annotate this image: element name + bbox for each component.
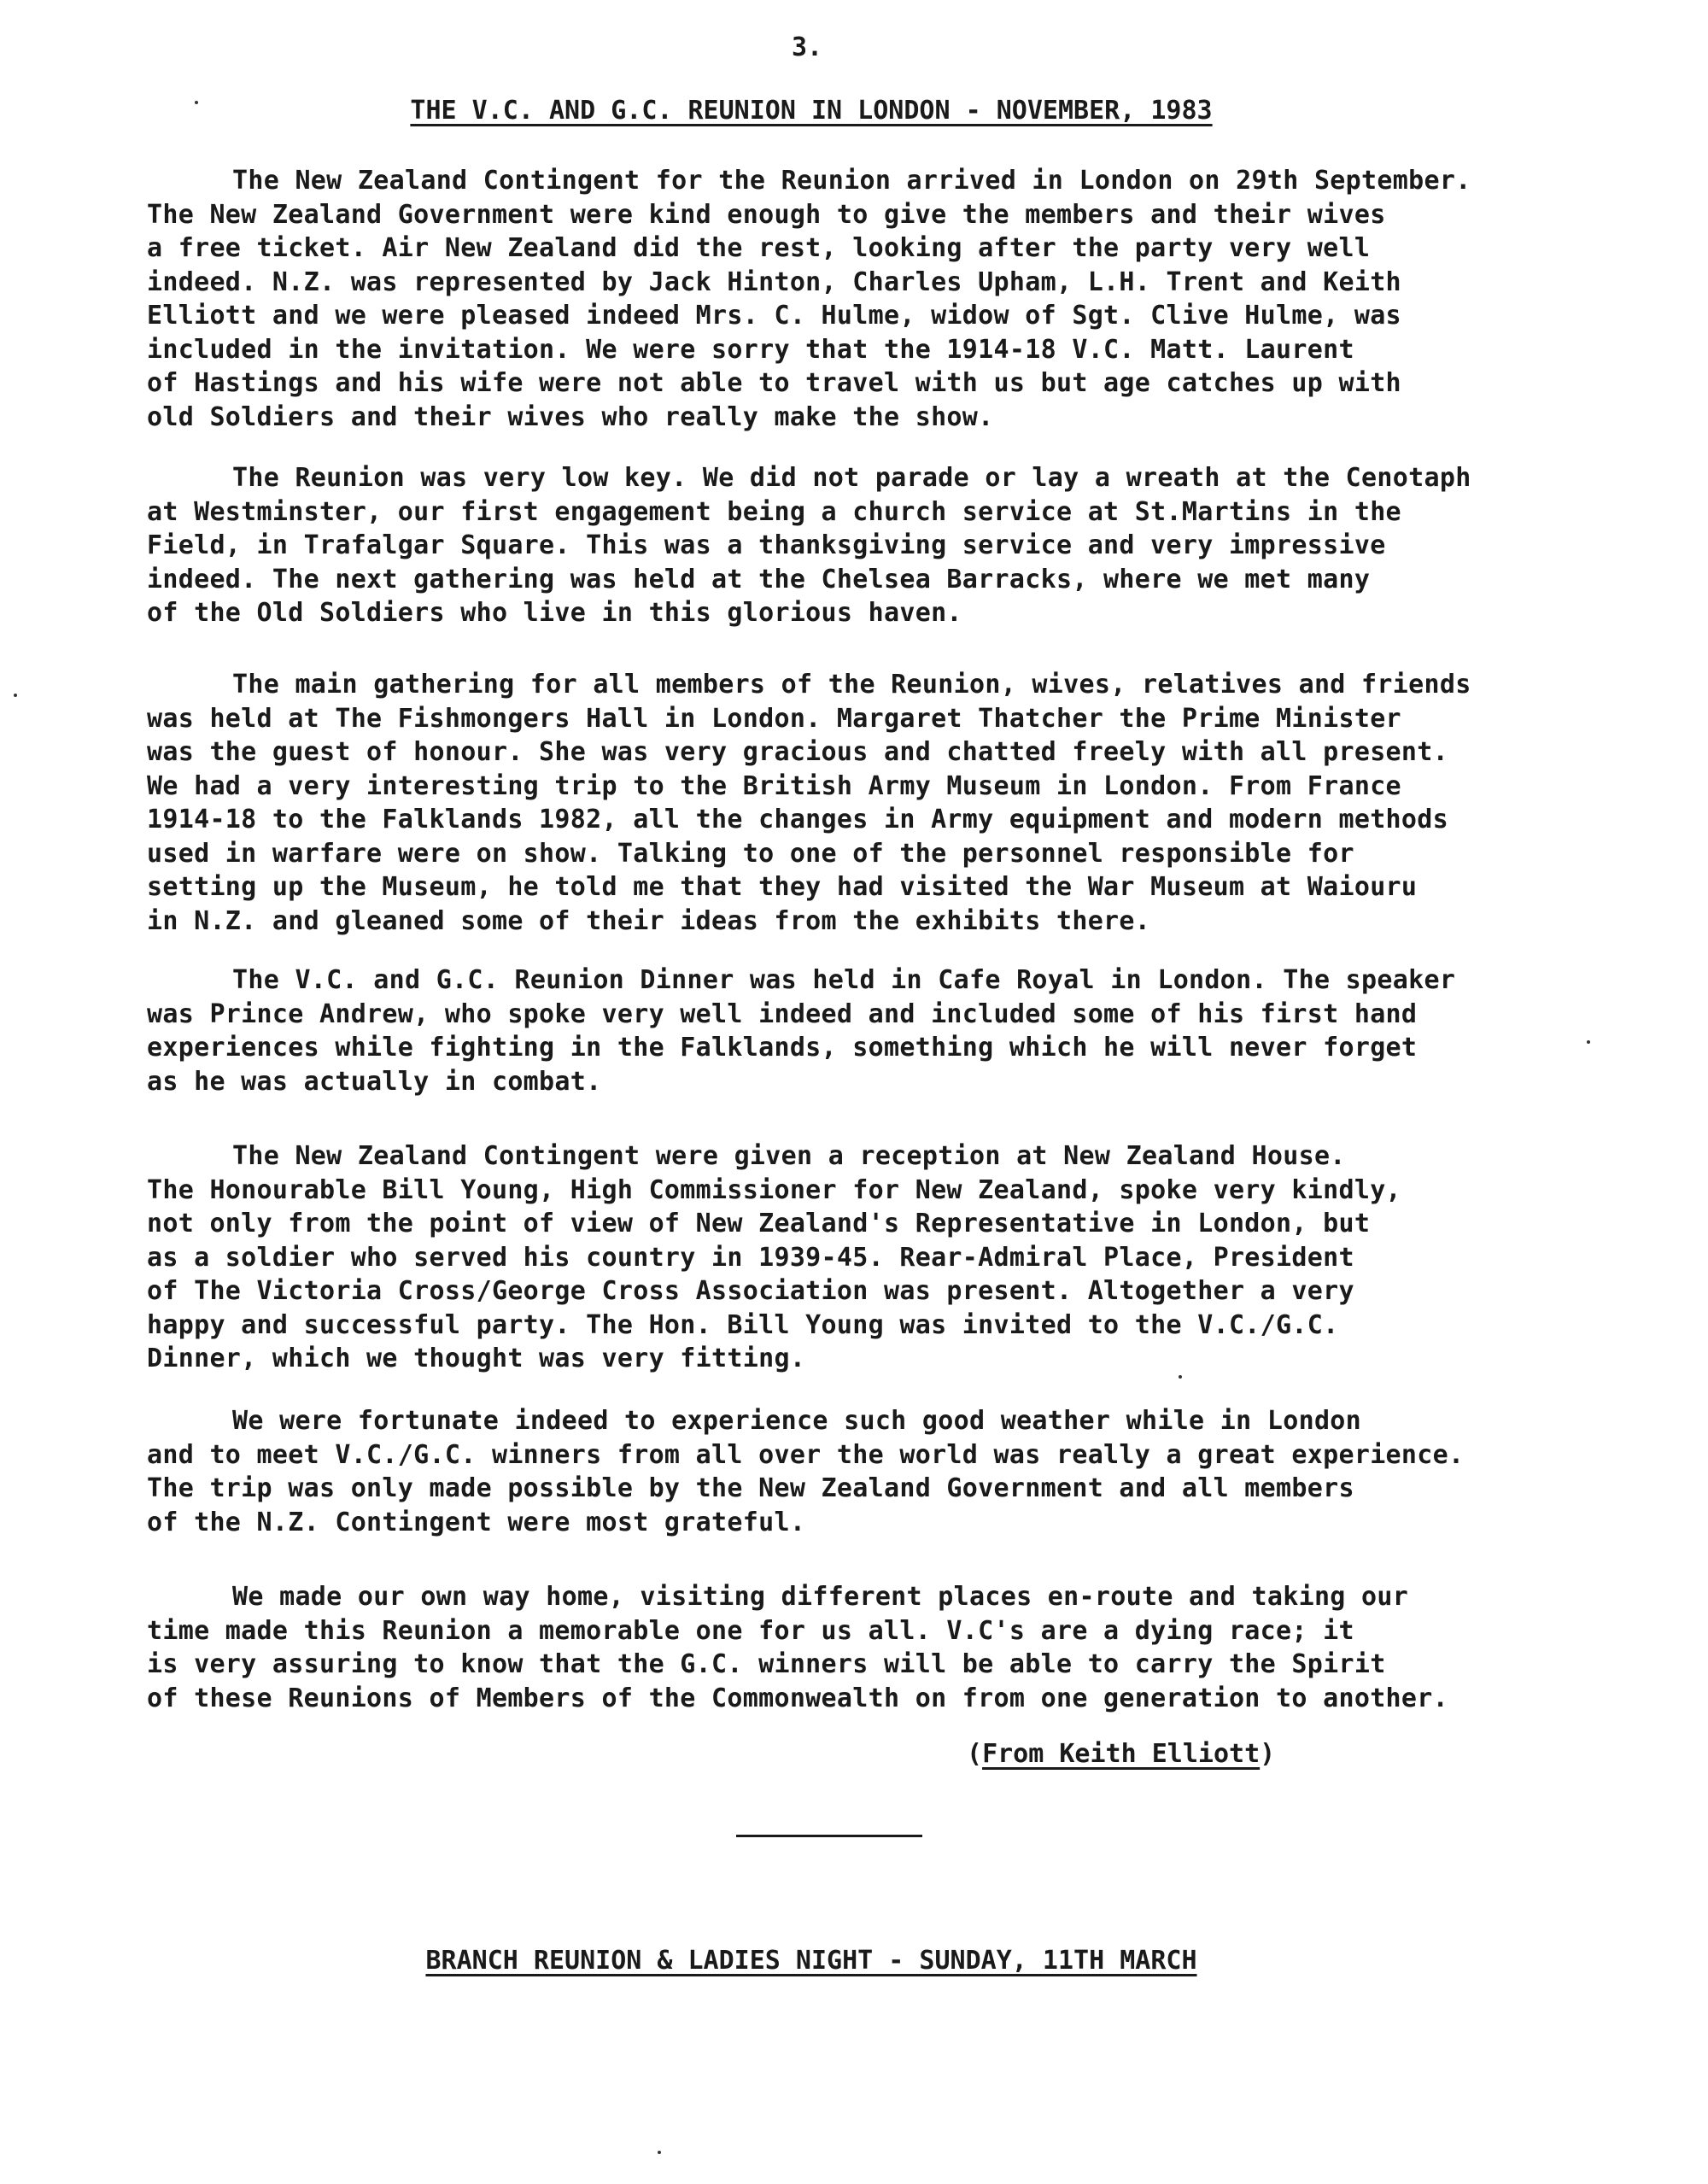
paragraph-line: in N.Z. and gleaned some of their ideas from the exhibits there. xyxy=(147,905,1151,936)
paragraph-line: We had a very interesting trip to the British Army Museum in London. From France xyxy=(147,770,1401,801)
paragraph-line: We were fortunate indeed to experience such good weather while in London xyxy=(232,1406,1362,1436)
paragraph-line: Dinner, which we thought was very fitting. xyxy=(147,1344,806,1373)
scan-speck xyxy=(14,694,17,697)
paragraph-line: The main gathering for all members of the Reunion, wives, relatives and friends xyxy=(232,670,1471,700)
section-divider xyxy=(736,1835,922,1837)
paragraph-line: not only from the point of view of New Zealand's Representative in London, but xyxy=(147,1209,1371,1238)
paragraph-3 xyxy=(147,668,1471,938)
paragraph-7 xyxy=(147,1580,1448,1715)
paragraph-line: included in the invitation. We were sorry that the 1914-18 V.C. Matt. Laurent xyxy=(147,334,1354,365)
scan-speck xyxy=(1179,1375,1182,1379)
paragraph-line: experiences while fighting in the Falklands, something which he will never forget xyxy=(147,1033,1418,1063)
scan-speck xyxy=(658,2151,661,2154)
paragraph-line: and to meet V.C./G.C. winners from all over the world was really a great experience. xyxy=(147,1439,1465,1470)
paragraph-6 xyxy=(147,1404,1464,1539)
article-heading: THE V.C. AND G.C. REUNION IN LONDON - NOVEMBER, 1983 xyxy=(410,96,1213,126)
paragraph-line: The Honourable Bill Young, High Commissioner for New Zealand, spoke very kindly, xyxy=(147,1174,1401,1205)
paragraph-2 xyxy=(147,461,1471,630)
section-heading: BRANCH REUNION & LADIES NIGHT - SUNDAY, 11TH MARCH xyxy=(425,1946,1197,1976)
paragraph-line: The V.C. and G.C. Reunion Dinner was held in Cafe Royal in London. The speaker xyxy=(232,965,1456,995)
paragraph-line: is very assuring to know that the G.C. winners will be able to carry the Spirit xyxy=(147,1649,1386,1679)
attribution-author: From Keith Elliott xyxy=(982,1739,1261,1769)
paragraph-line: was the guest of honour. She was very gracious and chatted freely with all present. xyxy=(147,737,1449,767)
paragraph-line: Field, in Trafalgar Square. This was a thanksgiving service and very impressive xyxy=(147,530,1386,560)
paragraph-line: of The Victoria Cross/George Cross Association was present. Altogether a very xyxy=(147,1276,1354,1306)
paragraph-line: The trip was only made possible by the New Zealand Government and all members xyxy=(147,1473,1354,1503)
paragraph-line: indeed. The next gathering was held at the Chelsea Barracks, where we met many xyxy=(147,564,1371,594)
attribution-close: ) xyxy=(1260,1739,1276,1769)
paragraph-5 xyxy=(147,1139,1401,1376)
paragraph-line: indeed. N.Z. was represented by Jack Hinton, Charles Upham, L.H. Trent and Keith xyxy=(147,266,1401,297)
paragraph-line: of the N.Z. Contingent were most grateful. xyxy=(147,1507,806,1537)
paragraph-line: of Hastings and his wife were not able to travel with us but age catches up with xyxy=(147,368,1401,398)
paragraph-line: of these Reunions of Members of the Commonwealth on from one generation to another. xyxy=(147,1683,1449,1713)
paragraph-line: The New Zealand Contingent were given a reception at New Zealand House. xyxy=(232,1141,1346,1171)
paragraph-line: as a soldier who served his country in 1939-45. Rear-Admiral Place, President xyxy=(147,1242,1354,1273)
paragraph-line: setting up the Museum, he told me that they had visited the War Museum at Waiouru xyxy=(147,872,1418,902)
paragraph-1 xyxy=(147,164,1471,434)
paragraph-line: The Reunion was very low key. We did not parade or lay a wreath at the Cenotaph xyxy=(232,463,1471,493)
paragraph-line: was held at The Fishmongers Hall in London. Margaret Thatcher the Prime Minister xyxy=(147,703,1401,734)
paragraph-line: Elliott and we were pleased indeed Mrs. C. Hulme, widow of Sgt. Clive Hulme, was xyxy=(147,301,1401,331)
paragraph-line: of the Old Soldiers who live in this glorious haven. xyxy=(147,598,962,628)
paragraph-line: 1914-18 to the Falklands 1982, all the changes in Army equipment and modern methods xyxy=(147,805,1449,834)
paragraph-line: happy and successful party. The Hon. Bill Young was invited to the V.C./G.C. xyxy=(147,1309,1339,1340)
scan-speck xyxy=(195,101,198,104)
paragraph-line: The New Zealand Contingent for the Reunion arrived in London on 29th September. xyxy=(232,166,1471,196)
attribution xyxy=(967,1739,1275,1769)
scan-speck xyxy=(1587,1040,1590,1044)
paragraph-line: at Westminster, our first engagement being a church service at St.Martins in the xyxy=(147,496,1401,527)
paragraph-line: used in warfare were on show. Talking to one of the personnel responsible for xyxy=(147,838,1354,869)
paragraph-line: time made this Reunion a memorable one for us all. V.C's are a dying race; it xyxy=(147,1615,1354,1646)
paragraph-line: a free ticket. Air New Zealand did the rest, looking after the party very well xyxy=(147,233,1371,263)
paragraph-line: old Soldiers and their wives who really make the show. xyxy=(147,401,994,432)
paragraph-line: The New Zealand Government were kind enough to give the members and their wives xyxy=(147,199,1386,230)
paragraph-4 xyxy=(147,963,1455,1098)
page-number: 3. xyxy=(791,32,823,62)
paragraph-line: as he was actually in combat. xyxy=(147,1066,602,1097)
attribution-open: ( xyxy=(967,1739,983,1769)
paragraph-line: was Prince Andrew, who spoke very well indeed and included some of his first hand xyxy=(147,998,1418,1029)
paragraph-line: We made our own way home, visiting different places en-route and taking our xyxy=(232,1582,1409,1612)
